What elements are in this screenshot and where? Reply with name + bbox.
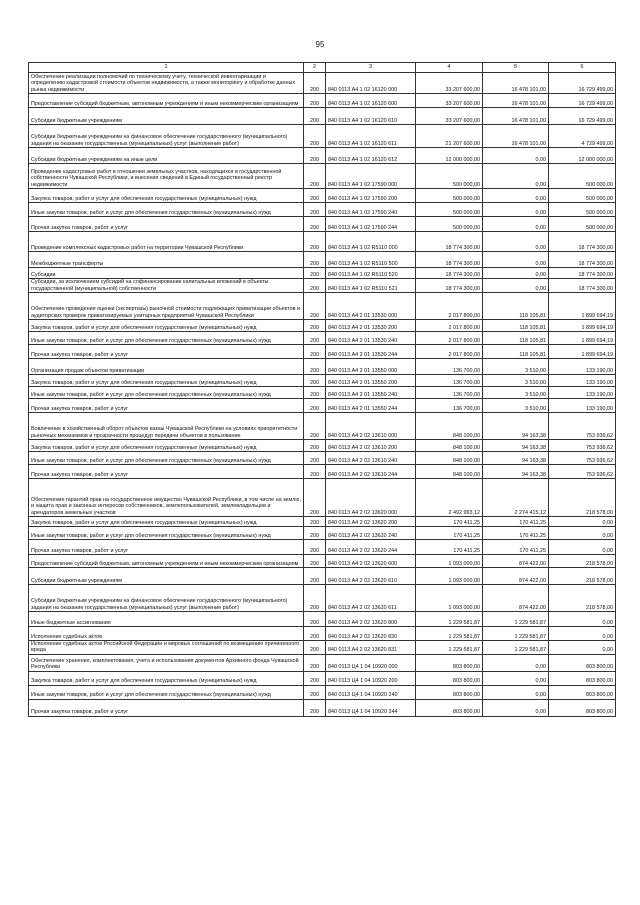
table-row xyxy=(29,654,616,671)
table-row xyxy=(29,568,616,585)
executed-amount-cell: 94 163,38 xyxy=(483,452,549,465)
executed-amount-cell: 3 510,00 xyxy=(483,399,549,413)
expenditure-name-cell: Прочая закупка товаров, работ и услуг xyxy=(29,465,304,479)
executed-amount-cell: 3 510,00 xyxy=(483,359,549,375)
expenditure-name-cell: Обеспечение проведения оценки (экспертизы) рыночной стоимости подлежащих приватизации объектов и аудиторских проверок приватизируемых унитарных предприятий Чувашской Республики xyxy=(29,293,304,320)
line-code-cell: 200 xyxy=(304,517,326,527)
expenditure-name-cell: Иные бюджетные ассигнования xyxy=(29,612,304,627)
table-row xyxy=(29,164,616,189)
budget-classification-code-cell: 840 0113 А4 1 02 17590 000 xyxy=(326,164,416,189)
line-code-cell: 200 xyxy=(304,189,326,203)
expenditure-name-cell: Субсидии xyxy=(29,268,304,279)
expenditure-name-cell: Субсидии бюджетным учреждениям на иные цели xyxy=(29,148,304,164)
expenditure-name-cell: Прочая закупка товаров, работ и услуг xyxy=(29,399,304,413)
table-row xyxy=(29,217,616,232)
executed-amount-cell: 16 478 101,00 xyxy=(483,125,549,148)
line-code-cell: 200 xyxy=(304,413,326,440)
approved-amount-cell: 18 774 300,00 xyxy=(416,252,483,268)
expenditure-name-cell: Исполнение судебных актов xyxy=(29,627,304,641)
budget-classification-code-cell: 840 0113 А4 1 02 16120 612 xyxy=(326,148,416,164)
budget-classification-code-cell: 840 0113 А4 2 01 13530 240 xyxy=(326,332,416,345)
unexecuted-amount-cell: 0,00 xyxy=(549,517,616,527)
expenditure-name-cell: Обеспечение гарантий прав на государственное имущество Чувашской Республики, в том числе на землю, и защита прав и законных интересов собственников, землепользователей, землевладельцев и арендаторов земельных участков xyxy=(29,479,304,517)
line-code-cell: 200 xyxy=(304,332,326,345)
unexecuted-amount-cell: 16 729 499,00 xyxy=(549,108,616,125)
executed-amount-cell: 3 510,00 xyxy=(483,387,549,399)
budget-classification-code-cell: 840 0113 А4 1 02 16120 600 xyxy=(326,94,416,108)
unexecuted-amount-cell: 803 800,00 xyxy=(549,654,616,671)
page-number: 95 xyxy=(315,40,325,49)
table-row xyxy=(29,387,616,399)
budget-classification-code-cell: 840 0113 Ц4 1 04 10920 240 xyxy=(326,685,416,699)
line-code-cell: 200 xyxy=(304,359,326,375)
expenditure-name-cell: Закупка товаров, работ и услуг для обеспечения государственных (муниципальных) нужд xyxy=(29,375,304,387)
executed-amount-cell: 118 105,81 xyxy=(483,332,549,345)
executed-amount-cell: 170 411,25 xyxy=(483,517,549,527)
executed-amount-cell: 2 274 415,12 xyxy=(483,479,549,517)
budget-classification-code-cell: 840 0113 А4 2 02 13620 244 xyxy=(326,540,416,555)
line-code-cell: 200 xyxy=(304,399,326,413)
column-header: 5 xyxy=(483,63,549,73)
unexecuted-amount-cell: 0,00 xyxy=(549,612,616,627)
unexecuted-amount-cell: 500 000,00 xyxy=(549,203,616,217)
expenditure-name-cell: Межбюджетные трансферты xyxy=(29,252,304,268)
expenditure-name-cell: Субсидии бюджетным учреждениям на финансовое обеспечение государственного (муниципального) задания на оказание государственных (муниципальных) услуг (выполнение работ) xyxy=(29,585,304,612)
unexecuted-amount-cell: 803 800,00 xyxy=(549,671,616,685)
line-code-cell: 200 xyxy=(304,232,326,252)
unexecuted-amount-cell: 1 899 694,19 xyxy=(549,345,616,359)
unexecuted-amount-cell: 18 774 300,00 xyxy=(549,252,616,268)
line-code-cell: 200 xyxy=(304,387,326,399)
expenditure-name-cell: Предоставление субсидий бюджетным, автономным учреждениям и иным некоммерческим организациям xyxy=(29,94,304,108)
approved-amount-cell: 33 207 600,00 xyxy=(416,94,483,108)
budget-classification-code-cell: 840 0113 А4 2 01 13530 200 xyxy=(326,320,416,332)
line-code-cell: 200 xyxy=(304,203,326,217)
table-row xyxy=(29,332,616,345)
budget-classification-code-cell: 840 0113 А4 1 02 R5110 500 xyxy=(326,252,416,268)
unexecuted-amount-cell: 753 936,62 xyxy=(549,413,616,440)
unexecuted-amount-cell: 4 729 499,00 xyxy=(549,125,616,148)
budget-classification-code-cell: 840 0113 А4 1 02 R5110 000 xyxy=(326,232,416,252)
expenditure-name-cell: Субсидии бюджетным учреждениям xyxy=(29,568,304,585)
approved-amount-cell: 33 207 600,00 xyxy=(416,73,483,94)
approved-amount-cell: 2 017 800,00 xyxy=(416,345,483,359)
budget-classification-code-cell: 840 0113 А4 2 02 13620 610 xyxy=(326,568,416,585)
approved-amount-cell: 1 093 000,00 xyxy=(416,585,483,612)
line-code-cell: 200 xyxy=(304,252,326,268)
approved-amount-cell: 1 093 000,00 xyxy=(416,555,483,568)
approved-amount-cell: 500 000,00 xyxy=(416,189,483,203)
unexecuted-amount-cell: 1 899 694,19 xyxy=(549,293,616,320)
line-code-cell: 200 xyxy=(304,320,326,332)
executed-amount-cell: 1 229 581,87 xyxy=(483,612,549,627)
budget-classification-code-cell: 840 0113 А4 2 02 13620 830 xyxy=(326,627,416,641)
unexecuted-amount-cell: 753 936,62 xyxy=(549,440,616,452)
budget-classification-code-cell: 840 0113 А4 2 01 13550 000 xyxy=(326,359,416,375)
table-row xyxy=(29,612,616,627)
approved-amount-cell: 848 100,00 xyxy=(416,465,483,479)
executed-amount-cell: 94 163,38 xyxy=(483,465,549,479)
expenditure-name-cell: Иные закупки товаров, работ и услуг для обеспечения государственных (муниципальных) нужд xyxy=(29,332,304,345)
line-code-cell: 200 xyxy=(304,671,326,685)
unexecuted-amount-cell: 1 899 694,19 xyxy=(549,320,616,332)
expenditure-name-cell: Иные закупки товаров, работ и услуг для обеспечения государственных (муниципальных) нужд xyxy=(29,203,304,217)
table-row xyxy=(29,465,616,479)
approved-amount-cell: 12 000 000,00 xyxy=(416,148,483,164)
executed-amount-cell: 0,00 xyxy=(483,654,549,671)
expenditure-name-cell: Прочая закупка товаров, работ и услуг xyxy=(29,345,304,359)
approved-amount-cell: 500 000,00 xyxy=(416,217,483,232)
table-row xyxy=(29,399,616,413)
budget-execution-table xyxy=(28,62,616,717)
approved-amount-cell: 1 229 581,87 xyxy=(416,627,483,641)
budget-classification-code-cell: 840 0113 А4 2 02 13620 800 xyxy=(326,612,416,627)
unexecuted-amount-cell: 16 729 499,00 xyxy=(549,94,616,108)
executed-amount-cell: 0,00 xyxy=(483,232,549,252)
expenditure-name-cell: Субсидии бюджетным учреждениям на финансовое обеспечение государственного (муниципального) задания на оказание государственных (муниципальных) услуг (выполнение работ) xyxy=(29,125,304,148)
budget-classification-code-cell: 840 0113 А4 2 02 13620 600 xyxy=(326,555,416,568)
budget-classification-code-cell: 840 0113 Ц4 1 04 10920 200 xyxy=(326,671,416,685)
column-number-row xyxy=(29,63,616,73)
budget-classification-code-cell: 840 0113 А4 2 02 13620 000 xyxy=(326,479,416,517)
table-row xyxy=(29,479,616,517)
unexecuted-amount-cell: 133 190,00 xyxy=(549,375,616,387)
table-row xyxy=(29,699,616,716)
approved-amount-cell: 21 207 600,00 xyxy=(416,125,483,148)
approved-amount-cell: 803 800,00 xyxy=(416,685,483,699)
unexecuted-amount-cell: 218 578,00 xyxy=(549,479,616,517)
line-code-cell: 200 xyxy=(304,125,326,148)
unexecuted-amount-cell: 218 578,00 xyxy=(549,585,616,612)
line-code-cell: 200 xyxy=(304,108,326,125)
unexecuted-amount-cell: 803 800,00 xyxy=(549,685,616,699)
table-row xyxy=(29,359,616,375)
unexecuted-amount-cell: 753 936,62 xyxy=(549,452,616,465)
budget-classification-code-cell: 840 0113 А4 2 02 13620 611 xyxy=(326,585,416,612)
table-row xyxy=(29,94,616,108)
budget-classification-code-cell: 840 0113 А4 2 01 13550 240 xyxy=(326,387,416,399)
table-row xyxy=(29,203,616,217)
expenditure-name-cell: Закупка товаров, работ и услуг для обеспечения государственных (муниципальных) нужд xyxy=(29,440,304,452)
executed-amount-cell: 94 163,38 xyxy=(483,413,549,440)
unexecuted-amount-cell: 218 578,00 xyxy=(549,568,616,585)
expenditure-name-cell: Прочая закупка товаров, работ и услуг xyxy=(29,699,304,716)
executed-amount-cell: 118 105,81 xyxy=(483,293,549,320)
budget-classification-code-cell: 840 0113 А4 2 02 13610 240 xyxy=(326,452,416,465)
executed-amount-cell: 1 229 581,87 xyxy=(483,627,549,641)
expenditure-name-cell: Проведение кадастровых работ в отношении земельных участков, находящихся в государственной собственности Чувашской Республики, и внесения сведений в Единый государственный реестр недвижимости xyxy=(29,164,304,189)
expenditure-name-cell: Иные закупки товаров, работ и услуг для обеспечения государственных (муниципальных) нужд xyxy=(29,685,304,699)
line-code-cell: 200 xyxy=(304,345,326,359)
executed-amount-cell: 0,00 xyxy=(483,203,549,217)
budget-classification-code-cell: 840 0113 А4 1 02 17590 240 xyxy=(326,203,416,217)
column-header: 2 xyxy=(304,63,326,73)
table-row xyxy=(29,108,616,125)
budget-classification-code-cell: 840 0113 А4 2 02 13620 831 xyxy=(326,641,416,655)
approved-amount-cell: 803 800,00 xyxy=(416,699,483,716)
line-code-cell: 200 xyxy=(304,94,326,108)
approved-amount-cell: 2 017 800,00 xyxy=(416,332,483,345)
expenditure-name-cell: Закупка товаров, работ и услуг для обеспечения государственных (муниципальных) нужд xyxy=(29,320,304,332)
executed-amount-cell: 0,00 xyxy=(483,148,549,164)
expenditure-name-cell: Исполнение судебных актов Российской Федерации и мировых соглашений по возмещению причиненного вреда xyxy=(29,641,304,655)
unexecuted-amount-cell: 1 899 694,19 xyxy=(549,332,616,345)
budget-classification-code-cell: 840 0113 А4 1 02 16120 611 xyxy=(326,125,416,148)
table-row xyxy=(29,555,616,568)
executed-amount-cell: 0,00 xyxy=(483,685,549,699)
expenditure-name-cell: Иные закупки товаров, работ и услуг для обеспечения государственных (муниципальных) нужд xyxy=(29,452,304,465)
approved-amount-cell: 136 700,00 xyxy=(416,359,483,375)
column-header: 1 xyxy=(29,63,304,73)
unexecuted-amount-cell: 0,00 xyxy=(549,641,616,655)
unexecuted-amount-cell: 500 000,00 xyxy=(549,217,616,232)
executed-amount-cell: 874 422,00 xyxy=(483,555,549,568)
executed-amount-cell: 0,00 xyxy=(483,699,549,716)
approved-amount-cell: 170 411,25 xyxy=(416,517,483,527)
approved-amount-cell: 848 100,00 xyxy=(416,440,483,452)
executed-amount-cell: 0,00 xyxy=(483,252,549,268)
approved-amount-cell: 803 800,00 xyxy=(416,654,483,671)
table-row xyxy=(29,232,616,252)
approved-amount-cell: 500 000,00 xyxy=(416,203,483,217)
approved-amount-cell: 803 800,00 xyxy=(416,671,483,685)
budget-classification-code-cell: 840 0113 А4 2 01 13530 000 xyxy=(326,293,416,320)
table-row xyxy=(29,685,616,699)
expenditure-name-cell: Прочая закупка товаров, работ и услуг xyxy=(29,540,304,555)
budget-classification-code-cell: 840 0113 А4 2 02 13610 200 xyxy=(326,440,416,452)
approved-amount-cell: 136 700,00 xyxy=(416,399,483,413)
executed-amount-cell: 118 105,81 xyxy=(483,320,549,332)
budget-classification-code-cell: 840 0113 А4 2 01 13550 244 xyxy=(326,399,416,413)
approved-amount-cell: 848 100,00 xyxy=(416,452,483,465)
unexecuted-amount-cell: 133 190,00 xyxy=(549,399,616,413)
table-body xyxy=(29,63,616,717)
approved-amount-cell: 170 411,25 xyxy=(416,527,483,540)
line-code-cell: 200 xyxy=(304,685,326,699)
column-header: 3 xyxy=(326,63,416,73)
approved-amount-cell: 1 229 581,87 xyxy=(416,641,483,655)
unexecuted-amount-cell: 753 936,62 xyxy=(549,465,616,479)
unexecuted-amount-cell: 803 800,00 xyxy=(549,699,616,716)
table-row xyxy=(29,413,616,440)
expenditure-name-cell: Иные закупки товаров, работ и услуг для обеспечения государственных (муниципальных) нужд xyxy=(29,527,304,540)
line-code-cell: 200 xyxy=(304,375,326,387)
executed-amount-cell: 170 411,25 xyxy=(483,540,549,555)
budget-classification-code-cell: 840 0113 Ц4 1 04 10920 000 xyxy=(326,654,416,671)
column-header: 6 xyxy=(549,63,616,73)
budget-classification-code-cell: 840 0113 Ц4 1 04 10920 244 xyxy=(326,699,416,716)
line-code-cell: 200 xyxy=(304,641,326,655)
executed-amount-cell: 16 478 101,00 xyxy=(483,73,549,94)
table-row xyxy=(29,585,616,612)
expenditure-name-cell: Иные закупки товаров, работ и услуг для обеспечения государственных (муниципальных) нужд xyxy=(29,387,304,399)
approved-amount-cell: 2 492 993,12 xyxy=(416,479,483,517)
expenditure-name-cell: Прочая закупка товаров, работ и услуг xyxy=(29,217,304,232)
executed-amount-cell: 118 105,81 xyxy=(483,345,549,359)
executed-amount-cell: 170 411,25 xyxy=(483,527,549,540)
executed-amount-cell: 0,00 xyxy=(483,268,549,279)
approved-amount-cell: 2 017 800,00 xyxy=(416,320,483,332)
unexecuted-amount-cell: 133 190,00 xyxy=(549,359,616,375)
table-row xyxy=(29,148,616,164)
table-row xyxy=(29,252,616,268)
approved-amount-cell: 18 774 300,00 xyxy=(416,268,483,279)
budget-classification-code-cell: 840 0113 А4 2 02 13620 200 xyxy=(326,517,416,527)
unexecuted-amount-cell: 0,00 xyxy=(549,527,616,540)
table-row xyxy=(29,268,616,279)
line-code-cell: 200 xyxy=(304,568,326,585)
table-row xyxy=(29,375,616,387)
budget-classification-code-cell: 840 0113 А4 1 02 R5110 520 xyxy=(326,268,416,279)
expenditure-name-cell: Обеспечение реализации полномочий по техническому учету, технической инвентаризации и определению кадастровой стоимости объектов недвижимости, а также мониторингу и обработке данных рынка недвижимости xyxy=(29,73,304,94)
table-row xyxy=(29,540,616,555)
approved-amount-cell: 170 411,25 xyxy=(416,540,483,555)
unexecuted-amount-cell: 500 000,00 xyxy=(549,164,616,189)
expenditure-name-cell: Организация продаж объектов приватизации xyxy=(29,359,304,375)
budget-classification-code-cell: 840 0113 А4 2 01 13550 200 xyxy=(326,375,416,387)
table-row xyxy=(29,452,616,465)
expenditure-name-cell: Обеспечение хранения, комплектования, учета и использования документов Архивного фонда Чувашской Республики xyxy=(29,654,304,671)
approved-amount-cell: 500 000,00 xyxy=(416,164,483,189)
executed-amount-cell: 874 422,00 xyxy=(483,585,549,612)
approved-amount-cell: 1 093 000,00 xyxy=(416,568,483,585)
line-code-cell: 200 xyxy=(304,555,326,568)
expenditure-name-cell: Закупка товаров, работ и услуг для обеспечения государственных (муниципальных) нужд xyxy=(29,671,304,685)
approved-amount-cell: 33 207 600,00 xyxy=(416,108,483,125)
budget-classification-code-cell: 840 0113 А4 2 02 13610 244 xyxy=(326,465,416,479)
unexecuted-amount-cell: 0,00 xyxy=(549,540,616,555)
table-row xyxy=(29,189,616,203)
approved-amount-cell: 18 774 300,00 xyxy=(416,232,483,252)
budget-classification-code-cell: 840 0113 А4 1 02 16120 000 xyxy=(326,73,416,94)
unexecuted-amount-cell: 133 190,00 xyxy=(549,387,616,399)
table-row xyxy=(29,73,616,94)
executed-amount-cell: 874 422,00 xyxy=(483,568,549,585)
expenditure-name-cell: Закупка товаров, работ и услуг для обеспечения государственных (муниципальных) нужд xyxy=(29,517,304,527)
line-code-cell: 200 xyxy=(304,585,326,612)
budget-classification-code-cell: 840 0113 А4 2 02 13620 240 xyxy=(326,527,416,540)
table-row xyxy=(29,627,616,641)
line-code-cell: 200 xyxy=(304,73,326,94)
budget-classification-code-cell: 840 0113 А4 2 02 13610 000 xyxy=(326,413,416,440)
approved-amount-cell: 848 100,00 xyxy=(416,413,483,440)
executed-amount-cell: 16 478 101,00 xyxy=(483,108,549,125)
line-code-cell: 200 xyxy=(304,527,326,540)
executed-amount-cell: 16 478 101,00 xyxy=(483,94,549,108)
budget-classification-code-cell: 840 0113 А4 1 02 16120 610 xyxy=(326,108,416,125)
approved-amount-cell: 18 774 300,00 xyxy=(416,279,483,293)
line-code-cell: 200 xyxy=(304,540,326,555)
approved-amount-cell: 136 700,00 xyxy=(416,387,483,399)
budget-classification-code-cell: 840 0113 А4 1 02 R5110 521 xyxy=(326,279,416,293)
line-code-cell: 200 xyxy=(304,699,326,716)
executed-amount-cell: 0,00 xyxy=(483,671,549,685)
expenditure-name-cell: Субсидии бюджетным учреждениям xyxy=(29,108,304,125)
budget-classification-code-cell: 840 0113 А4 1 02 17590 200 xyxy=(326,189,416,203)
line-code-cell: 200 xyxy=(304,654,326,671)
unexecuted-amount-cell: 218 578,00 xyxy=(549,555,616,568)
line-code-cell: 200 xyxy=(304,217,326,232)
budget-classification-code-cell: 840 0113 А4 1 02 17590 244 xyxy=(326,217,416,232)
unexecuted-amount-cell: 18 774 300,00 xyxy=(549,232,616,252)
table-row xyxy=(29,641,616,655)
executed-amount-cell: 3 510,00 xyxy=(483,375,549,387)
approved-amount-cell: 1 229 581,87 xyxy=(416,612,483,627)
unexecuted-amount-cell: 0,00 xyxy=(549,627,616,641)
unexecuted-amount-cell: 16 729 499,00 xyxy=(549,73,616,94)
line-code-cell: 200 xyxy=(304,479,326,517)
table-row xyxy=(29,517,616,527)
expenditure-name-cell: Закупка товаров, работ и услуг для обеспечения государственных (муниципальных) нужд xyxy=(29,189,304,203)
unexecuted-amount-cell: 12 000 000,00 xyxy=(549,148,616,164)
executed-amount-cell: 1 229 581,87 xyxy=(483,641,549,655)
line-code-cell: 200 xyxy=(304,279,326,293)
executed-amount-cell: 0,00 xyxy=(483,164,549,189)
unexecuted-amount-cell: 500 000,00 xyxy=(549,189,616,203)
approved-amount-cell: 136 700,00 xyxy=(416,375,483,387)
line-code-cell: 200 xyxy=(304,268,326,279)
unexecuted-amount-cell: 18 774 300,00 xyxy=(549,268,616,279)
line-code-cell: 200 xyxy=(304,627,326,641)
executed-amount-cell: 94 163,38 xyxy=(483,440,549,452)
table-row xyxy=(29,527,616,540)
expenditure-name-cell: Вовлечение в хозяйственный оборот объектов казны Чувашской Республики на условиях приоритетности рыночных механизмов и прозрачности процедур передачи объектов в пользование xyxy=(29,413,304,440)
executed-amount-cell: 0,00 xyxy=(483,189,549,203)
table-row xyxy=(29,320,616,332)
expenditure-name-cell: Предоставление субсидий бюджетным, автономным учреждениям и иным некоммерческим организациям xyxy=(29,555,304,568)
executed-amount-cell: 0,00 xyxy=(483,279,549,293)
table-row xyxy=(29,345,616,359)
line-code-cell: 200 xyxy=(304,465,326,479)
budget-classification-code-cell: 840 0113 А4 2 01 13530 244 xyxy=(326,345,416,359)
approved-amount-cell: 2 017 800,00 xyxy=(416,293,483,320)
unexecuted-amount-cell: 18 774 300,00 xyxy=(549,279,616,293)
line-code-cell: 200 xyxy=(304,440,326,452)
line-code-cell: 200 xyxy=(304,612,326,627)
table-row xyxy=(29,671,616,685)
line-code-cell: 200 xyxy=(304,164,326,189)
column-header: 4 xyxy=(416,63,483,73)
table-row xyxy=(29,125,616,148)
table-row xyxy=(29,293,616,320)
table-row xyxy=(29,279,616,293)
line-code-cell: 200 xyxy=(304,148,326,164)
executed-amount-cell: 0,00 xyxy=(483,217,549,232)
line-code-cell: 200 xyxy=(304,293,326,320)
line-code-cell: 200 xyxy=(304,452,326,465)
table-row xyxy=(29,440,616,452)
expenditure-name-cell: Субсидии, за исключением субсидий на софинансирование капитальных вложений в объекты государственной (муниципальной) собственности xyxy=(29,279,304,293)
expenditure-name-cell: Проведение комплексных кадастровых работ на территории Чувашской Республики xyxy=(29,232,304,252)
